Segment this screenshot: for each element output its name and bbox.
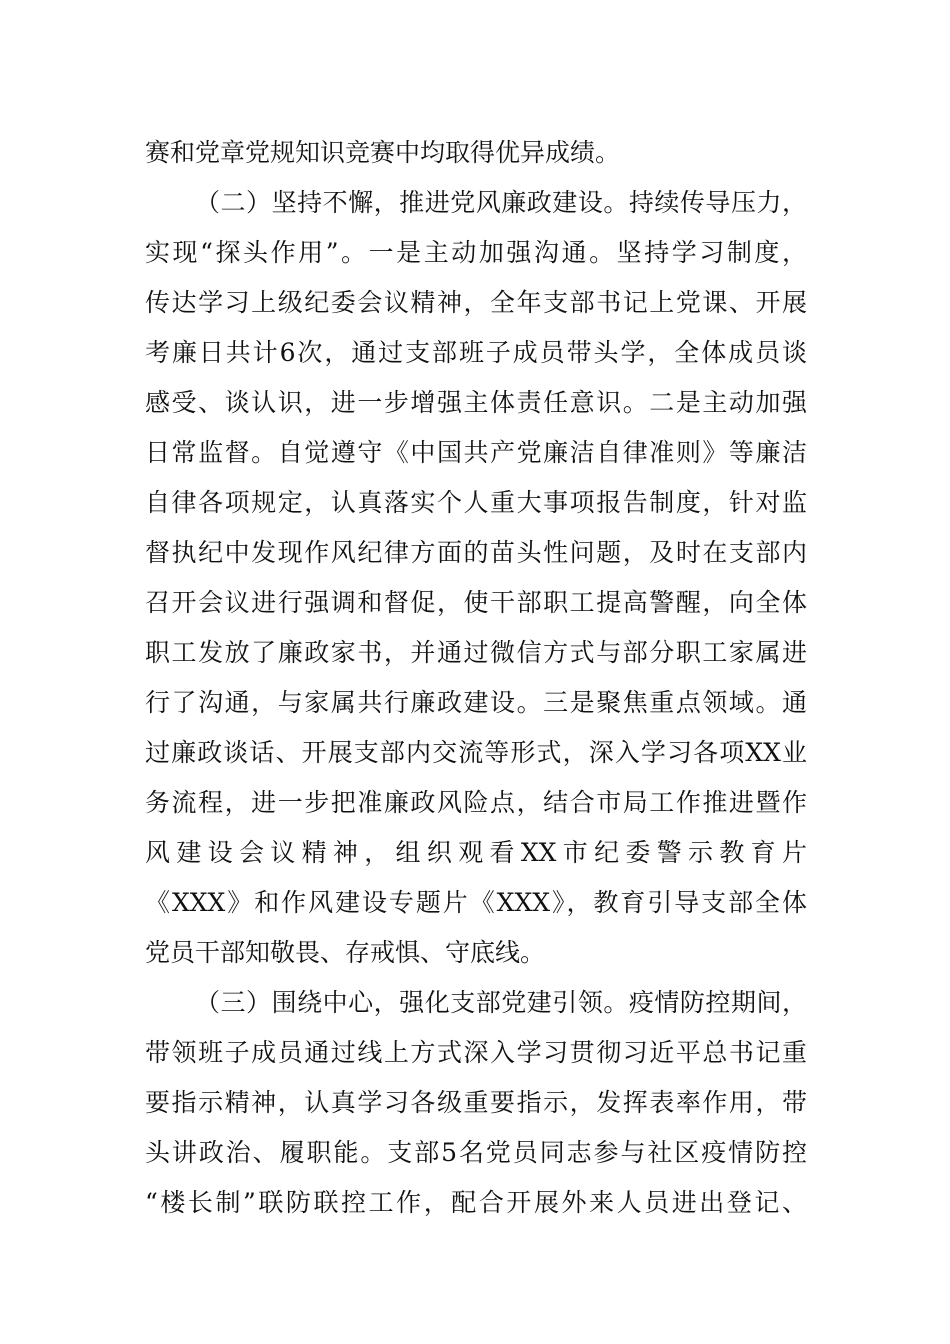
text-line-4: 传达学习上级纪委会议精神，全年支部书记上党课、开展 [145,288,807,317]
text-line-21: 头讲政治、履职能。支部5名党员同志参与社区疫情防控 [145,1138,807,1167]
text-line-1: 赛和党章党规知识竞赛中均取得优异成绩。 [145,138,621,167]
document-body [145,128,807,1228]
text-line-12: 行了沟通，与家属共行廉政建设。三是聚焦重点领域。通 [145,688,807,717]
text-line-15: 风建设会议精神，组织观看XX市纪委警示教育片 [145,838,807,867]
text-line-5: 考廉日共计6次，通过支部班子成员带头学，全体成员谈 [145,338,807,367]
text-line-22: “楼长制”联防联控工作，配合开展外来人员进出登记、 [145,1188,807,1217]
text-line-10: 召开会议进行强调和督促，使干部职工提高警醒，向全体 [145,588,807,617]
text-line-8: 自律各项规定，认真落实个人重大事项报告制度，针对监 [145,488,807,517]
text-line-13: 过廉政谈话、开展支部内交流等形式，深入学习各项XX业 [145,738,807,767]
text-line-19: 带领班子成员通过线上方式深入学习贯彻习近平总书记重 [145,1038,807,1067]
text-line-11: 职工发放了廉政家书，并通过微信方式与部分职工家属进 [145,638,807,667]
text-line-6: 感受、谈认识，进一步增强主体责任意识。二是主动加强 [145,388,807,417]
text-line-2: （二）坚持不懈，推进党风廉政建设。持续传导压力， [195,188,807,217]
text-line-16: 《XXX》和作风建设专题片《XXX》，教育引导支部全体 [145,888,807,917]
text-line-18: （三）围绕中心，强化支部党建引领。疫情防控期间， [195,988,807,1017]
text-line-3: 实现“探头作用”。一是主动加强沟通。坚持学习制度， [145,238,807,267]
text-line-20: 要指示精神，认真学习各级重要指示，发挥表率作用，带 [145,1088,807,1117]
text-line-9: 督执纪中发现作风纪律方面的苗头性问题，及时在支部内 [145,538,807,567]
text-line-14: 务流程，进一步把准廉政风险点，结合市局工作推进暨作 [145,788,807,817]
text-line-17: 党员干部知敬畏、存戒惧、守底线。 [145,938,546,967]
text-line-7: 日常监督。自觉遵守《中国共产党廉洁自律准则》等廉洁 [145,438,807,467]
